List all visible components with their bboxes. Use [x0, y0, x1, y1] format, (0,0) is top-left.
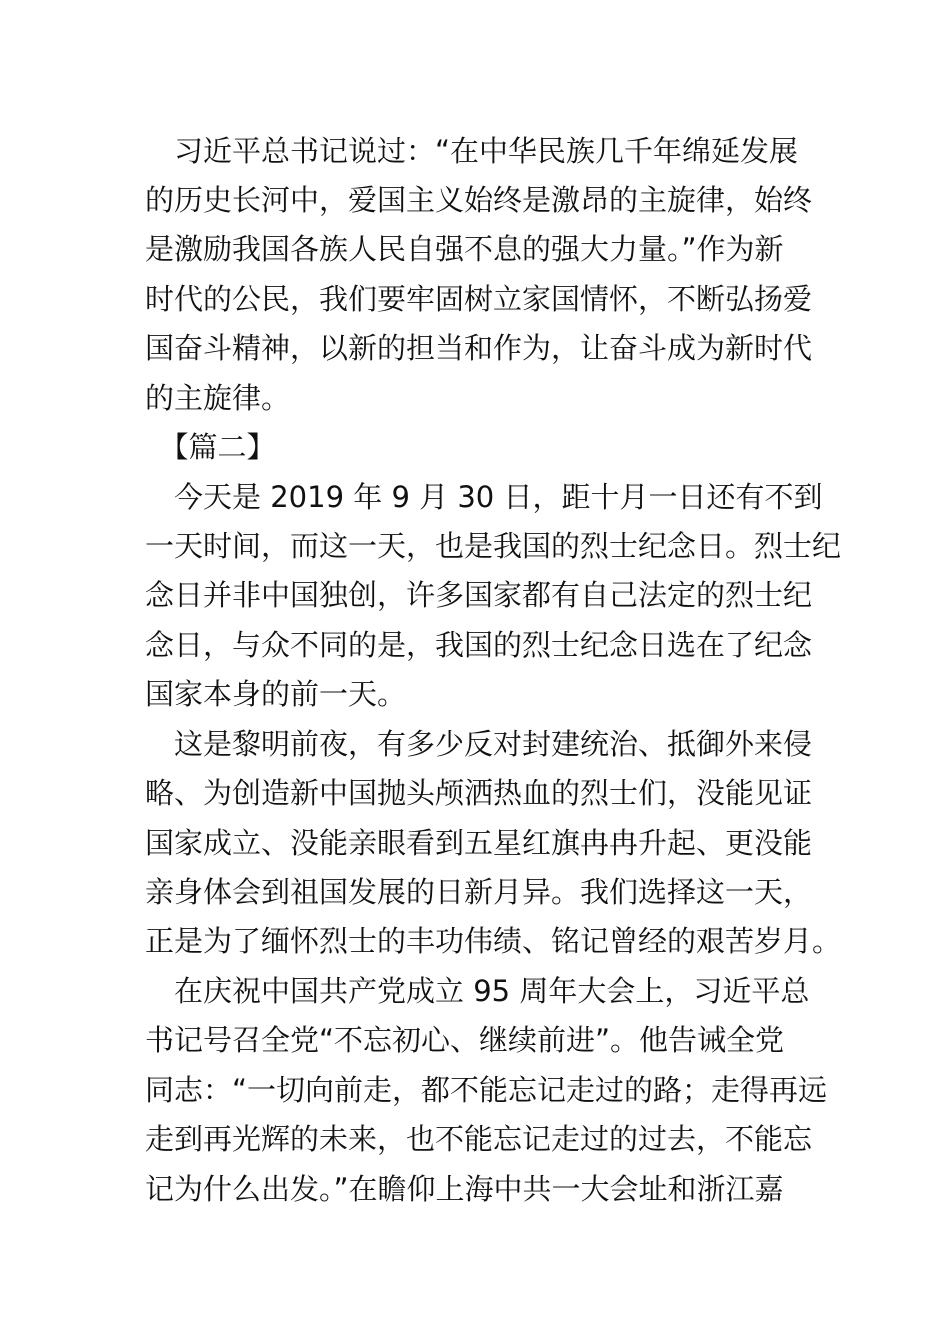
text-line: 书记号召全党“不忘初心、继续前进”。他告诫全党 [145, 1023, 785, 1057]
text-line: 时代的公民，我们要牢固树立家国情怀，不断弘扬爱 [145, 282, 813, 316]
text-line: 在庆祝中国共产党成立 95 周年大会上，习近平总 [145, 974, 810, 1008]
text-line: 习近平总书记说过：“在中华民族几千年绵延发展 [145, 134, 799, 168]
text-line: 走到再光辉的未来，也不能忘记走过的过去，不能忘 [145, 1122, 813, 1156]
text-line: 正是为了缅怀烈士的丰功伟绩、铭记曾经的艰苦岁月。 [145, 924, 842, 958]
text-line: 国家成立、没能亲眼看到五星红旗冉冉升起、更没能 [145, 826, 813, 860]
text-line: 国家本身的前一天。 [145, 677, 407, 711]
text-line: 国奋斗精神，以新的担当和作为，让奋斗成为新时代 [145, 331, 813, 365]
text-line: 的历史长河中，爱国主义始终是激昂的主旋律，始终 [145, 183, 813, 217]
text-line: 记为什么出发。”在瞻仰上海中共一大会址和浙江嘉 [145, 1172, 784, 1206]
text-line: 今天是 2019 年 9 月 30 日，距十月一日还有不到 [145, 480, 823, 514]
text-line: 一天时间，而这一天，也是我国的烈士纪念日。烈士纪 [145, 529, 842, 563]
text-line: 的主旋律。 [145, 381, 291, 415]
text-line: 同志：“一切向前走，都不能忘记走过的路；走得再远 [145, 1073, 828, 1107]
section-heading: 【篇二】 [145, 430, 276, 464]
text-line: 亲身体会到祖国发展的日新月异。我们选择这一天， [145, 875, 813, 909]
text-line: 这是黎明前夜，有多少反对封建统治、抵御外来侵 [145, 727, 813, 761]
text-line: 念日，与众不同的是，我国的烈士纪念日选在了纪念 [145, 628, 813, 662]
text-line: 略、为创造新中国抛头颅洒热血的烈士们，没能见证 [145, 776, 813, 810]
text-line: 是激励我国各族人民自强不息的强大力量。”作为新 [145, 232, 784, 266]
text-line: 念日并非中国独创，许多国家都有自己法定的烈士纪 [145, 578, 813, 612]
